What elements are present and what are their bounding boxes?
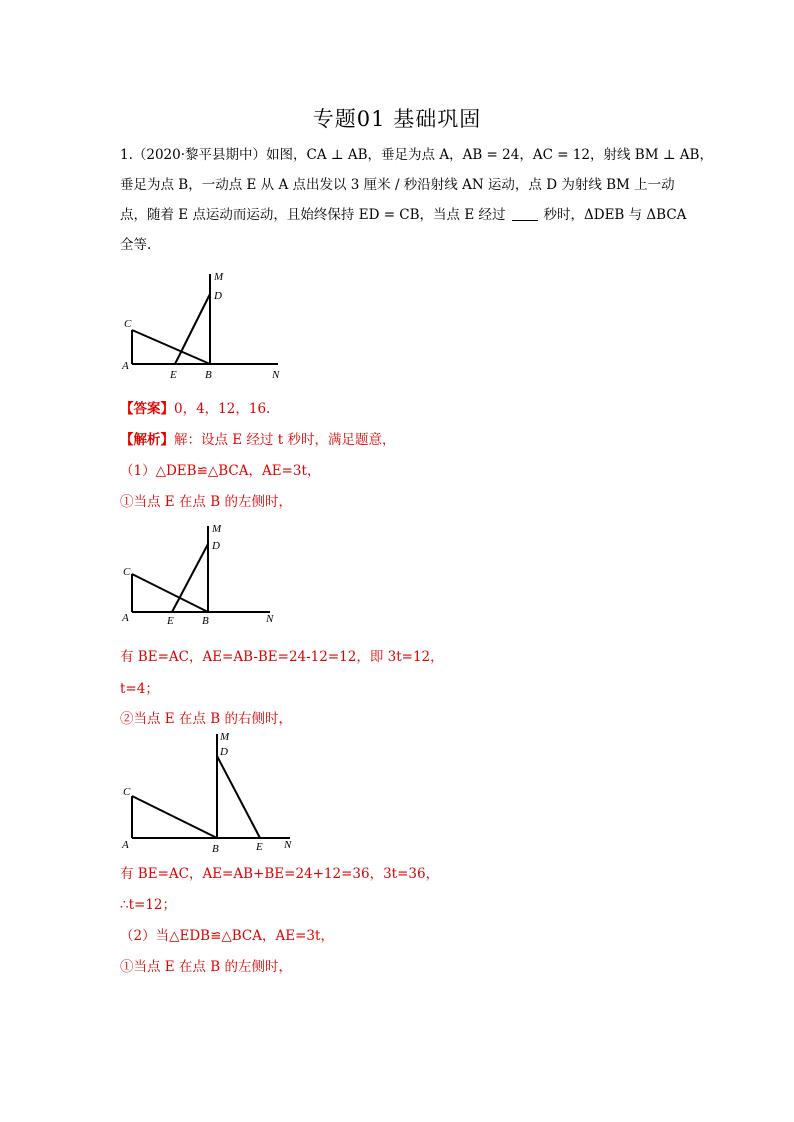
label-a: A: [122, 360, 129, 372]
label-d: D: [212, 540, 220, 552]
label-a: A: [122, 839, 129, 851]
case-1b-result: ∴t=12；: [120, 897, 177, 913]
label-m: M: [220, 731, 230, 743]
segment-cb: [132, 330, 210, 364]
label-n: N: [272, 369, 280, 381]
case-1a-result: t=4；: [120, 681, 159, 697]
answer-line: [120, 397, 270, 417]
figure-2: [120, 520, 290, 630]
case-1a-heading: ①当点 E 在点 B 的左侧时，: [120, 494, 292, 510]
case-2-heading: （2）当△EDB≌△BCA，AE=3t，: [120, 928, 334, 944]
segment-ed: [172, 544, 208, 612]
figure-3: [120, 730, 310, 855]
case-1b-equation: 有 BE=AC，AE=AB+BE=24+12=36，3t=36，: [120, 866, 440, 882]
case-2a-heading: ①当点 E 在点 B 的左侧时，: [120, 959, 292, 975]
analysis-intro-text: 解：设点 E 经过 t 秒时，满足题意，: [174, 432, 396, 448]
label-c: C: [123, 566, 131, 578]
segment-cb: [132, 574, 208, 612]
label-m: M: [214, 271, 224, 283]
label-c: C: [124, 318, 132, 330]
answer-blank[interactable]: [512, 206, 538, 221]
segment-ed: [175, 294, 210, 364]
label-b: B: [212, 843, 219, 855]
segment-ed: [217, 756, 260, 838]
analysis-intro: [120, 428, 395, 448]
label-a: A: [122, 612, 129, 624]
label-n: N: [266, 613, 274, 625]
answer-text: 0，4，12，16.: [174, 401, 271, 417]
question-line-3: [120, 200, 687, 230]
label-c: C: [123, 786, 131, 798]
label-d: D: [214, 290, 222, 302]
label-e: E: [167, 615, 174, 627]
case-1a-equation: 有 BE=AC，AE=AB-BE=24-12=12，即 3t=12，: [120, 649, 444, 665]
case-1b-heading: ②当点 E 在点 B 的右侧时，: [120, 711, 292, 727]
figure-1: [120, 268, 290, 383]
page-title: 专题01 基础巩固: [312, 107, 482, 131]
segment-cb: [132, 796, 217, 838]
case-1-heading: （1）△DEB≌△BCA，AE=3t，: [120, 463, 321, 479]
label-m: M: [212, 523, 222, 535]
label-e: E: [170, 369, 177, 381]
label-b: B: [205, 369, 212, 381]
question-line-3-end: 秒时，ΔDEB 与 ΔBCA: [543, 207, 687, 223]
label-b: B: [202, 615, 209, 627]
question-line-1: 1.（2020·黎平县期中）如图，CA ⊥ AB，垂足为点 A，AB = 24，AC = 12，射线 BM ⊥ AB，: [120, 147, 713, 163]
question-line-2: 垂足为点 B，一动点 E 从 A 点出发以 3 厘米 / 秒沿射线 AN 运动，点 D 为射线 BM 上一动: [120, 177, 675, 193]
label-e: E: [256, 841, 263, 853]
question-line-3-start: 点，随着 E 点运动而运动，且始终保持 ED = CB，当点 E 经过: [120, 207, 506, 223]
question-line-4: 全等.: [120, 237, 152, 253]
answer-tag: 【答案】: [120, 401, 174, 417]
analysis-tag: 【解析】: [120, 432, 174, 448]
label-n: N: [284, 839, 292, 851]
label-d: D: [220, 746, 228, 758]
question-text: [120, 140, 713, 260]
